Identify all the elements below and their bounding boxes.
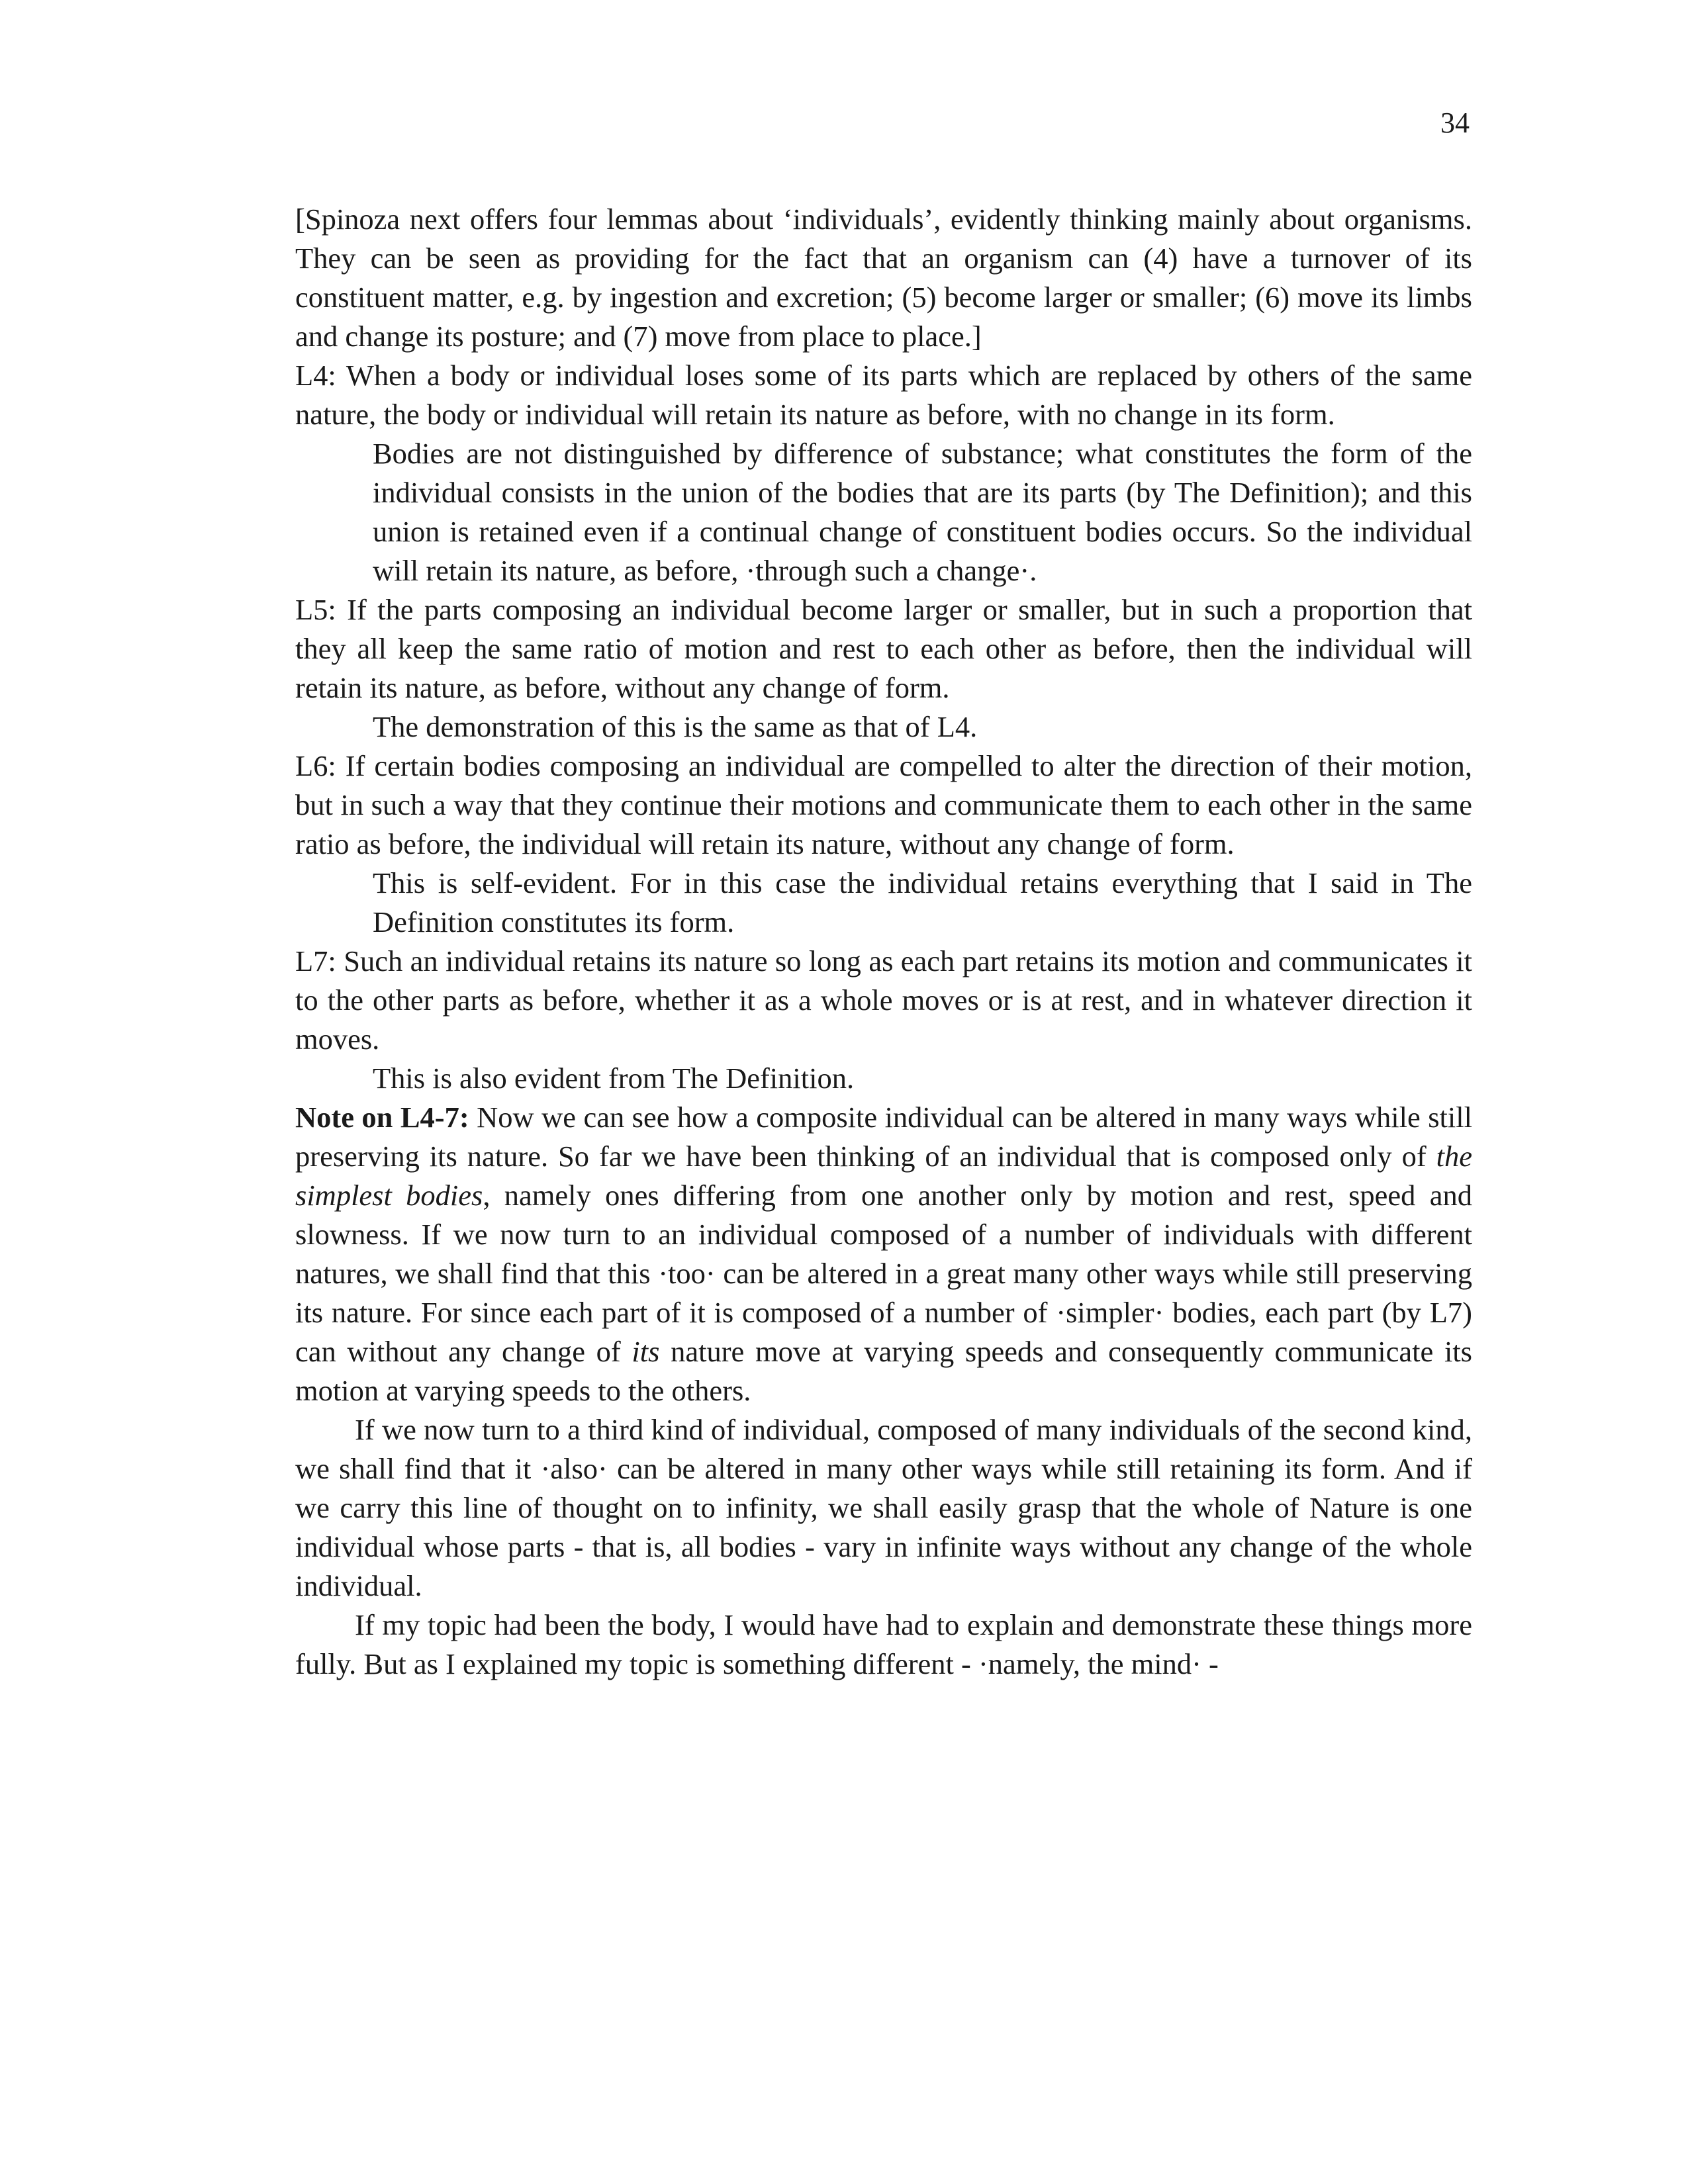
lemma-4-demonstration: Bodies are not distinguished by difference of substance; what constitutes the form of the individual consists in the union of the bodies that are its parts (by The Definition); and this union is retained even if a continual change of constituent bodies occurs. So the individual will retain its nature, as before, ·through such a change·.	[373, 437, 1472, 587]
lemma-5-statement: L5: If the parts composing an individual become larger or smaller, but in such a proportion that they all keep the same ratio of motion and rest to each other as before, then the individual will retain its nature, as before, without any change of form.	[295, 593, 1472, 704]
lemma-5-demonstration: The demonstration of this is the same as that of L4.	[373, 710, 978, 743]
note-paragraph-1	[295, 1098, 1472, 1410]
page-body	[295, 200, 1472, 1684]
lemma-7-statement: L7: Such an individual retains its nature so long as each part retains its motion and communicates it to the other parts as before, whether it as a whole moves or is at rest, and in whatever direction it moves.	[295, 944, 1472, 1056]
intro-paragraph: [Spinoza next offers four lemmas about ‘individuals’, evidently thinking mainly about organisms. They can be seen as providing for the fact that an organism can (4) have a turnover of its constituent matter, e.g. by ingestion and excretion; (5) become larger or smaller; (6) move its limbs and change its posture; and (7) move from place to place.]	[295, 203, 1472, 353]
lemma-4-statement: L4: When a body or individual loses some of its parts which are replaced by others of the same nature, the body or individual will retain its nature as before, with no change in its form.	[295, 359, 1472, 431]
note-text-c: nature move at varying speeds and consequently communicate its motion at varying speeds to the others.	[295, 1335, 1472, 1407]
page-number: 34	[1440, 107, 1470, 139]
note-emphasis-its: its	[632, 1335, 660, 1368]
note-text-a: Now we can see how a composite individual can be altered in many ways while still preserving its nature. So far we have been thinking of an individual that is composed only of	[295, 1101, 1472, 1173]
note-emphasis-simplest-bodies: the simplest bodies	[295, 1140, 1472, 1212]
note-text-b: , namely ones differing from one another only by motion and rest, speed and slowness. If we now turn to an individual composed of a number of individuals with different natures, we shall find that this ·too· can be altered in a great many other ways while still preserving its nature. For since each part of it is composed of a number of ·simpler· bodies, each part (by L7) can without any change of	[295, 1179, 1472, 1368]
note-paragraph-3: If my topic had been the body, I would have had to explain and demonstrate these things more fully. But as I explained my topic is something different - ·namely, the mind· -	[295, 1608, 1472, 1680]
note-label: Note on L4-7:	[295, 1101, 469, 1134]
lemma-6-demonstration: This is self-evident. For in this case the individual retains everything that I said in The Definition constitutes its form.	[373, 866, 1472, 938]
note-paragraph-2: If we now turn to a third kind of individual, composed of many individuals of the second kind, we shall find that it ·also· can be altered in many other ways while still retaining its form. And if we carry this line of thought on to infinity, we shall easily grasp that the whole of Nature is one individual whose parts - that is, all bodies - vary in infinite ways without any change of the whole individual.	[295, 1413, 1472, 1602]
lemma-7-demonstration: This is also evident from The Definition.	[373, 1062, 855, 1095]
lemma-6-statement: L6: If certain bodies composing an individual are compelled to alter the direction of their motion, but in such a way that they continue their motions and communicate them to each other in the same ratio as before, the individual will retain its nature, without any change of form.	[295, 749, 1472, 860]
